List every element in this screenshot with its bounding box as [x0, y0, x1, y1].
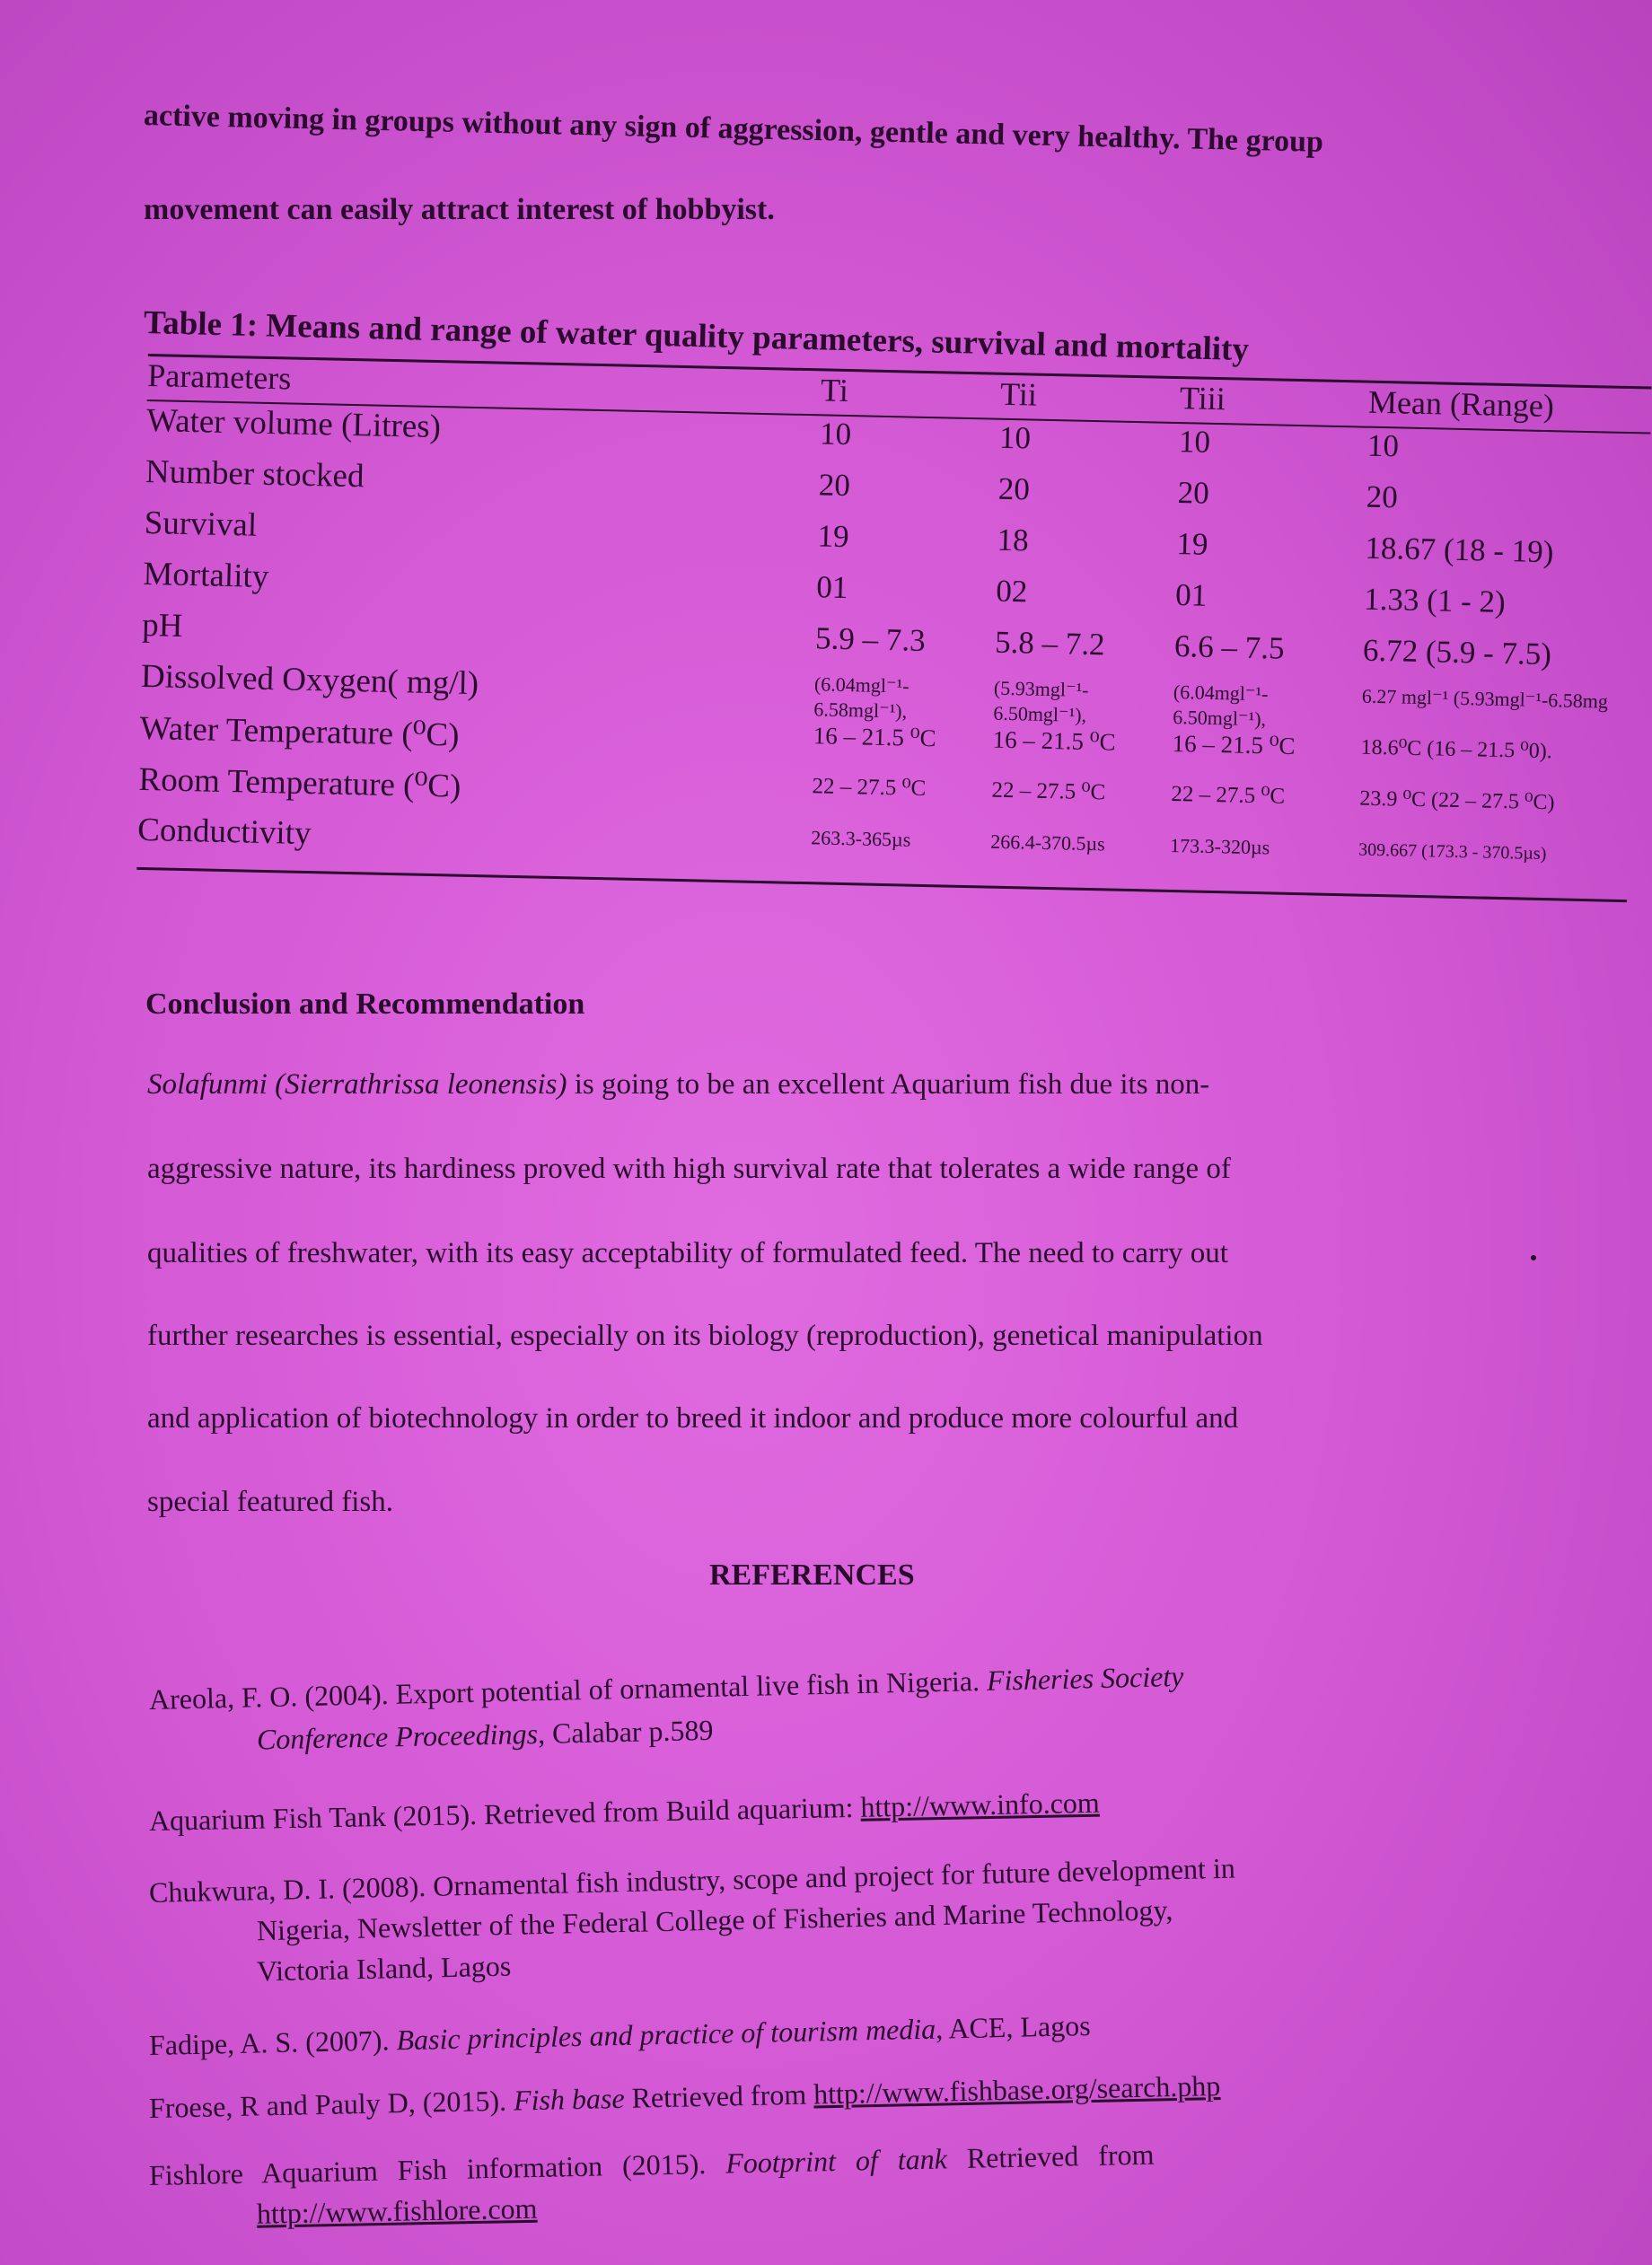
reference-1-location: , Calabar p.589	[537, 1713, 714, 1750]
reference-4-title: Basic principles and practice of tourism media	[396, 2012, 936, 2057]
cell-mean: 18.67 (18 - 19)	[1365, 530, 1554, 570]
row-label: Conductivity	[136, 811, 312, 853]
cell-mean: 20	[1366, 478, 1399, 515]
cell-tii: 18	[997, 522, 1029, 558]
cell-tiii: 10	[1178, 424, 1211, 460]
conclusion-line-1	[147, 1068, 1209, 1102]
reference-5-retrieved: Retrieved from	[624, 2077, 814, 2114]
cell-tii: 10	[998, 419, 1032, 456]
conclusion-line-3: qualities of freshwater, with its easy acceptability of formulated feed. The need to carry out	[147, 1237, 1228, 1269]
cell-tiii: 173.3-320µs	[1169, 833, 1270, 859]
reference-6-title: Footprint of tank	[725, 2142, 948, 2180]
reference-6-retrieved: Retrieved from	[946, 2138, 1155, 2175]
conclusion-line-4: further researches is essential, especially on its biology (reproduction), genetical manipulation	[147, 1320, 1263, 1352]
cell-ti: 10	[819, 416, 852, 452]
cell-tiii: 22 – 27.5 ⁰C	[1171, 781, 1286, 809]
cell-tiii: 01	[1174, 577, 1208, 613]
cell-tii: 22 – 27.5 ⁰C	[991, 777, 1106, 805]
row-label: Dissolved Oxygen( mg/l)	[140, 657, 479, 703]
cell-tiii: 6.6 – 7.5	[1173, 628, 1285, 666]
reference-3-line-2-text: Nigeria, Newsletter of the Federal College of Fisheries and Marine Technology,	[256, 1893, 1173, 1947]
reference-2	[149, 1787, 1100, 1838]
conclusion-line-6: special featured fish.	[147, 1486, 393, 1518]
cell-mean: 18.6⁰C (16 – 21.5 ⁰0).	[1360, 735, 1553, 764]
reference-6-text: Fishlore Aquarium Fish information (2015).	[148, 2146, 726, 2191]
row-label: Water Temperature (⁰C)	[139, 709, 460, 754]
conclusion-line-1-text: is going to be an excellent Aquarium fish due its non-	[567, 1068, 1210, 1101]
reference-6-link[interactable]: http://www.fishlore.com	[256, 2191, 538, 2230]
row-label: Room Temperature (⁰C)	[138, 760, 461, 805]
cell-mean: 6.72 (5.9 - 7.5)	[1362, 632, 1552, 672]
reference-1-journal: Fisheries Society	[986, 1659, 1184, 1697]
cell-ti: 5.9 – 7.3	[814, 620, 927, 658]
stray-dot	[1531, 1255, 1536, 1260]
cell-tii: 5.8 – 7.2	[994, 624, 1105, 663]
cell-ti: (6.04mgl⁻¹- 6.58mgl⁻¹),	[813, 672, 909, 723]
reference-2-link[interactable]: http://www.info.com	[860, 1786, 1101, 1823]
cell-ti: 01	[815, 569, 848, 606]
cell-ti: 20	[818, 467, 851, 504]
water-quality-table	[137, 348, 1652, 894]
cell-tii: 20	[997, 470, 1031, 507]
row-label: pH	[141, 606, 183, 645]
reference-6-line-1	[149, 2138, 1155, 2192]
conclusion-line-5: and application of biotechnology in order to breed it indoor and produce more colourful and	[147, 1402, 1239, 1435]
reference-5-link[interactable]: http://www.fishbase.org/search.php	[813, 2069, 1221, 2111]
reference-4	[149, 2009, 1091, 2062]
cell-tii: 16 – 21.5 ⁰C	[992, 725, 1116, 756]
row-label: Mortality	[143, 555, 269, 595]
row-label: Water volume (Litres)	[145, 401, 442, 446]
row-label: Survival	[144, 504, 258, 544]
conclusion-line-2: aggressive nature, its hardiness proved with high survival rate that tolerates a wide range of	[147, 1153, 1231, 1185]
cell-tiii: 16 – 21.5 ⁰C	[1172, 729, 1296, 759]
reference-3-line-1: Chukwura, D. I. (2008). Ornamental fish industry, scope and project for future development in	[148, 1851, 1236, 1909]
cell-ti: 16 – 21.5 ⁰C	[813, 722, 936, 752]
cell-tii: (5.93mgl⁻¹- 6.50mgl⁻¹),	[993, 676, 1089, 726]
cell-tiii: 19	[1176, 526, 1208, 562]
cell-mean: 6.27 mgl⁻¹ (5.93mgl⁻¹-6.58mg	[1361, 684, 1609, 713]
header-mean-range: Mean (Range)	[1367, 383, 1555, 425]
cell-mean: 10	[1366, 427, 1400, 464]
reference-3-line-3-text: Victoria Island, Lagos	[256, 1949, 512, 1988]
header-tiii: Tiii	[1179, 380, 1226, 417]
header-parameters: Parameters	[146, 356, 292, 397]
cell-mean: 1.33 (1 - 2)	[1363, 581, 1507, 620]
cell-tiii: 20	[1177, 475, 1210, 511]
reference-5-title: Fish base	[513, 2081, 625, 2117]
reference-4-publisher: , ACE, Lagos	[935, 2009, 1091, 2045]
header-ti: Ti	[820, 372, 849, 409]
reference-3-line-3	[149, 1950, 512, 1990]
reference-2-text: Aquarium Fish Tank (2015). Retrieved from Build aquarium:	[148, 1790, 861, 1837]
intro-line-2: movement can easily attract interest of hobbyist.	[144, 193, 775, 226]
table-caption: Table 1: Means and range of water quality parameters, survival and mortality	[143, 304, 1250, 369]
cell-tiii: (6.04mgl⁻¹- 6.50mgl⁻¹),	[1173, 680, 1269, 731]
reference-5	[149, 2069, 1221, 2125]
cell-ti: 22 – 27.5 ⁰C	[812, 774, 927, 802]
conclusion-heading: Conclusion and Recommendation	[145, 988, 585, 1021]
row-label: Number stocked	[145, 452, 365, 496]
cell-ti: 19	[817, 518, 850, 555]
cell-mean: 23.9 ⁰C (22 – 27.5 ⁰C)	[1359, 786, 1555, 815]
cell-tii: 266.4-370.5µs	[989, 830, 1106, 856]
reference-1-proceedings: Conference Proceedings	[256, 1716, 539, 1756]
header-tii: Tii	[999, 375, 1038, 413]
species-name: Solafunmi (Sierrathrissa leonensis)	[147, 1068, 567, 1101]
reference-1-text: Areola, F. O. (2004). Export potential of ornamental live fish in Nigeria.	[148, 1664, 988, 1716]
reference-4-text: Fadipe, A. S. (2007).	[148, 2024, 397, 2061]
reference-6-line-2	[149, 2192, 538, 2233]
intro-line-1: active moving in groups without any sign of aggression, gentle and very healthy. The group	[143, 99, 1324, 159]
reference-5-text: Froese, R and Pauly D, (2015).	[148, 2084, 514, 2124]
reference-1-line-1	[149, 1660, 1184, 1716]
cell-tii: 02	[995, 573, 1028, 610]
references-heading: REFERENCES	[709, 1558, 915, 1592]
cell-ti: 263.3-365µs	[811, 826, 911, 851]
reference-1-line-2	[149, 1714, 714, 1759]
cell-mean: 309.667 (173.3 - 370.5µs)	[1358, 839, 1547, 865]
